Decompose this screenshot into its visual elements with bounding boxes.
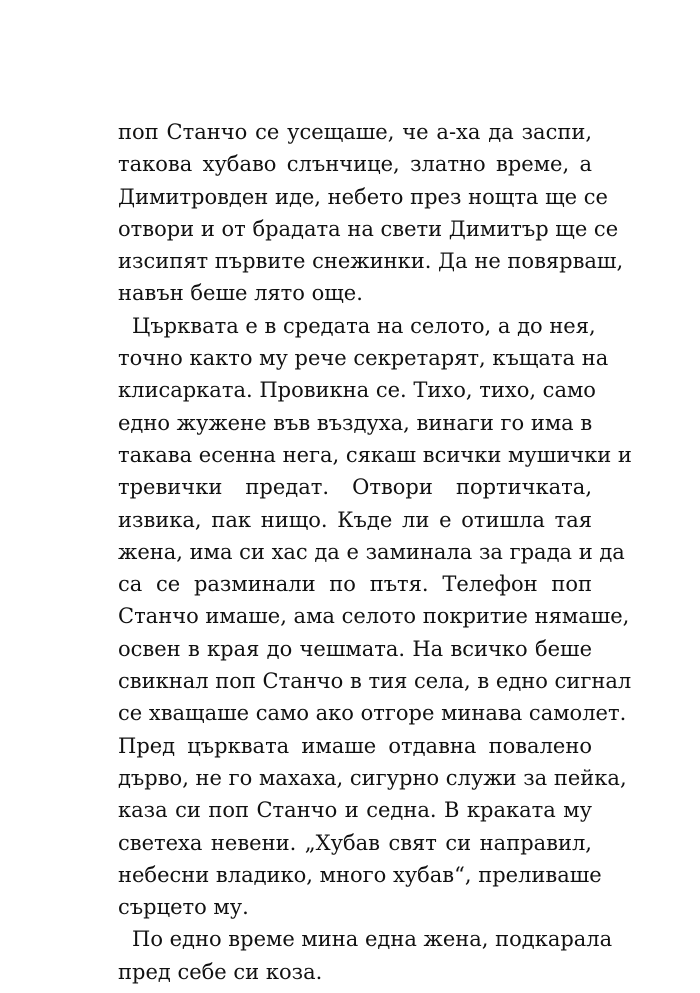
text-line: изсипят първите снежинки. Да не повярваш, (118, 249, 624, 274)
text-line: такава есенна нега, сякаш всички мушички и (118, 442, 632, 467)
text-line: По едно време мина една жена, подкарала (132, 927, 613, 952)
paragraph-2 (118, 310, 632, 924)
text-line: сърцето му. (118, 895, 249, 920)
paragraph-1 (118, 116, 624, 310)
text-line: Димитровден иде, небето през нощта ще се (118, 184, 608, 209)
text-line: освен в края до чешмата. На всичко беше (118, 636, 592, 661)
text-line: пред себе си коза. (118, 959, 323, 984)
text-line: дърво, не го махаха, сигурно служи за пейка, (118, 765, 627, 790)
text-line: каза си поп Станчо и седна. В краката му (118, 798, 592, 823)
text-line: едно жужене във въздуха, винаги го има в (118, 410, 593, 435)
paragraph-3 (118, 923, 613, 988)
text-line: такова хубаво слънчице, златно време, а (118, 152, 592, 177)
text-line: са се разминали по пътя. Телефон поп (118, 572, 592, 597)
text-line: светеха невени. „Хубав свят си направил, (118, 830, 592, 855)
text-line: Станчо имаше, ама селото покритие нямаше, (118, 604, 630, 629)
text-line: извика, пак нищо. Къде ли е отишла тая (118, 507, 592, 532)
text-line: небесни владико, много хубав“, преливаше (118, 862, 602, 887)
text-line: навън беше лято още. (118, 281, 363, 306)
text-line: отвори и от брадата на свети Димитър ще се (118, 216, 619, 241)
text-line: Църквата е в средата на селото, а до нея, (132, 313, 596, 338)
text-line: тревички предат. Отвори портичката, (118, 475, 592, 500)
body-text (118, 116, 632, 988)
text-line: поп Станчо се усещаше, че а-ха да заспи, (118, 120, 592, 144)
text-line: свикнал поп Станчо в тия села, в едно сигнал (118, 669, 632, 694)
text-line: клисарката. Провикна се. Тихо, тихо, само (118, 378, 596, 403)
text-line: Пред църквата имаше отдавна повалено (118, 733, 592, 758)
text-line: жена, има си хас да е заминала за града и да (118, 539, 625, 564)
text-line: точно както му рече секретарят, къщата на (118, 346, 609, 371)
text-line: се хващаше само ако отгоре минава самолет. (118, 701, 627, 726)
